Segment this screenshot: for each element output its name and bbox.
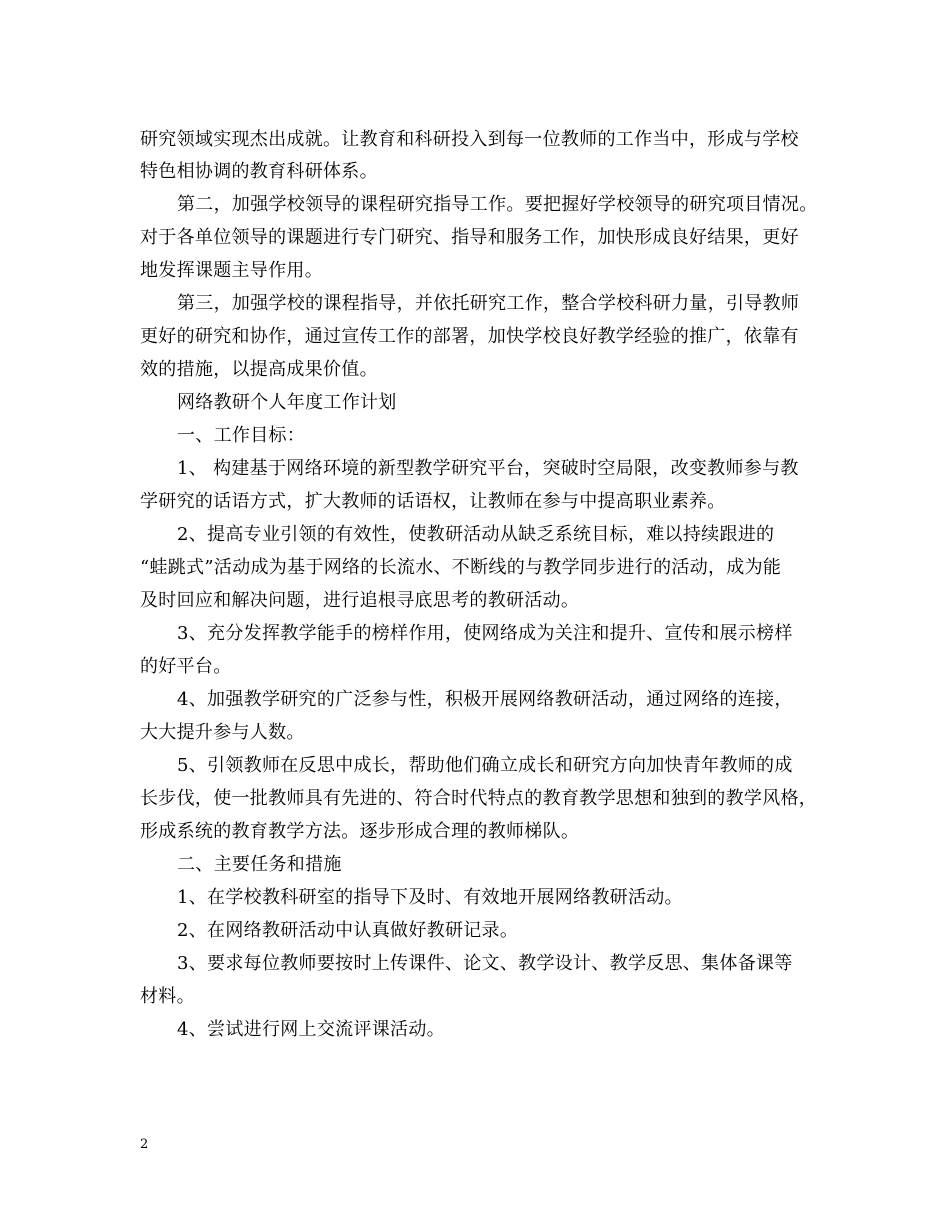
text-line: 效的措施，以提高成果价值。 [140, 359, 378, 380]
text-line: 大大提升参与人数。 [140, 722, 305, 743]
text-line: 形成系统的教育教学方法。逐步形成合理的教师梯队。 [140, 821, 580, 842]
text-line: 研究领域实现杰出成就。让教育和科研投入到每一位教师的工作当中，形成与学校 [140, 129, 799, 150]
text-line: 第三，加强学校的课程指导，并依托研究工作，整合学校科研力量，引导教师 [177, 293, 800, 314]
text-line: 1、在学校教科研室的指导下及时、有效地开展网络教研活动。 [177, 887, 683, 908]
text-line: 4、尝试进行网上交流评课活动。 [177, 1019, 445, 1040]
text-line: 地发挥课题主导作用。 [140, 260, 323, 281]
text-line: 3、充分发挥教学能手的榜样作用，使网络成为关注和提升、宣传和展示榜样 [177, 623, 793, 644]
text-line: 对于各单位领导的课题进行专门研究、指导和服务工作，加快形成良好结果，更好 [140, 227, 799, 248]
text-line: 更好的研究和协作，通过宣传工作的部署，加快学校良好教学经验的推广，依靠有 [140, 326, 799, 347]
text-line: 及时回应和解决问题，进行追根寻底思考的教研活动。 [140, 590, 580, 611]
section-title: 网络教研个人年度工作计划 [177, 392, 397, 413]
text-line: 4、加强教学研究的广泛参与性，积极开展网络教研活动，通过网络的连接， [177, 689, 793, 710]
text-line: 特色相协调的教育科研体系。 [140, 161, 378, 182]
text-line: 3、要求每位教师要按时上传课件、论文、教学设计、教学反思、集体备课等 [177, 953, 793, 974]
text-line: 5、引领教师在反思中成长，帮助他们确立成长和研究方向加快青年教师的成 [177, 755, 793, 776]
text-line: 学研究的话语方式，扩大教师的话语权，让教师在参与中提高职业素养。 [140, 491, 726, 512]
text-line: 2、在网络教研活动中认真做好教研记录。 [177, 920, 519, 941]
text-line: 长步伐，使一批教师具有先进的、符合时代特点的教育教学思想和独到的教学风格， [140, 788, 818, 809]
page-number: 2 [140, 1137, 149, 1152]
text-line: 的好平台。 [140, 656, 232, 677]
text-line: 1、 构建基于网络环境的新型教学研究平台，突破时空局限，改变教师参与教 [177, 458, 799, 479]
text-line: 第二，加强学校领导的课程研究指导工作。要把握好学校领导的研究项目情况。 [177, 194, 818, 215]
text-line: “蛙跳式”活动成为基于网络的长流水、不断线的与教学同步进行的活动，成为能 [140, 557, 782, 578]
section-heading: 二、主要任务和措施 [177, 854, 342, 875]
text-line: 材料。 [140, 986, 195, 1007]
section-heading: 一、工作目标： [177, 425, 306, 446]
text-line: 2、提高专业引领的有效性，使教研活动从缺乏系统目标，难以持续跟进的 [177, 524, 775, 545]
